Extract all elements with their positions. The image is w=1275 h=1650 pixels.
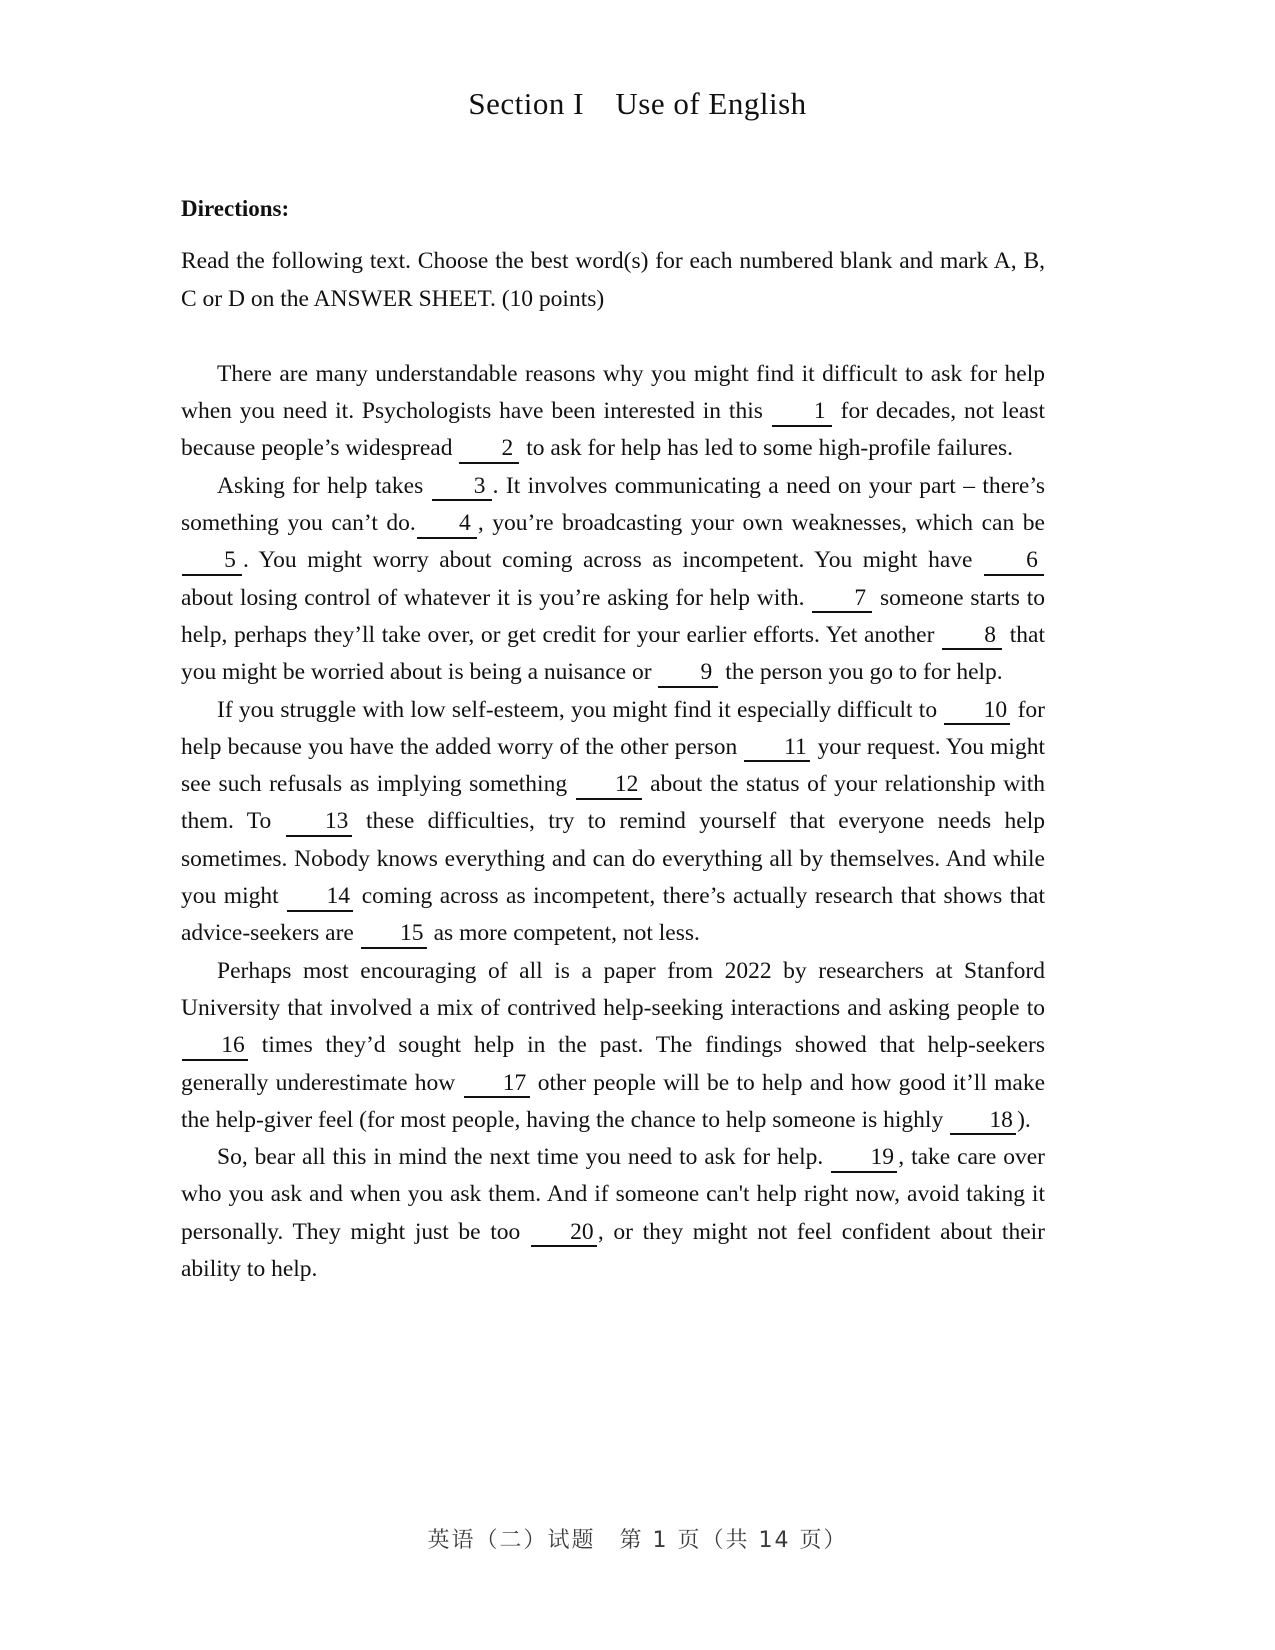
directions-body: Read the following text. Choose the best word(s) for each numbered blank and mark A, B, C or D on the ANSWER SHEET. (10 points) — [181, 248, 1045, 312]
page-footer: 英语（二）试题 第 1 页（共 14 页） — [427, 1528, 848, 1553]
blank-11[interactable]: 11 — [744, 736, 810, 763]
passage-paragraph-3 — [181, 692, 1045, 953]
passage-text: There are many understandable reasons why you might find it difficult to ask for help when you need it. Psychologists have been interested in this — [181, 360, 1045, 425]
passage-text: , or they might not feel confident about their ability to help. — [181, 1218, 1045, 1283]
passage-text: , you’re broadcasting your own weaknesses, which can be — [477, 510, 1045, 537]
blank-4[interactable]: 4 — [417, 512, 477, 539]
passage-text: as more competent, not less. — [427, 920, 700, 947]
passage-text: someone starts to help, perhaps they’ll take over, or get credit for your earlier efforts. Yet another — [181, 584, 1045, 648]
passage-text: . It involves communicating a need on your part – there’s something you can’t do. — [181, 472, 1046, 537]
blank-15[interactable]: 15 — [361, 922, 427, 949]
blank-2[interactable]: 2 — [459, 437, 519, 464]
passage-text: other people will be to help and how good it’ll make the help-giver feel (for most people, having the chance to help someone is highly — [181, 1069, 1045, 1133]
blank-19[interactable]: 19 — [831, 1146, 897, 1173]
passage-text: , take care over who you ask and when you ask them. And if someone can't help right now, avoid taking it personally. They might just be too — [181, 1144, 1045, 1245]
passage-text: the person you go to for help. — [719, 659, 1003, 686]
passage-paragraph-1 — [181, 356, 1045, 468]
passage-text: Perhaps most encouraging of all is a paper from 2022 by researchers at Stanford University that involved a mix of contrived help-seeking interactions and asking people to — [181, 957, 1045, 1021]
blank-5[interactable]: 5 — [182, 549, 242, 576]
blank-1[interactable]: 1 — [772, 400, 832, 427]
blank-3[interactable]: 3 — [432, 475, 492, 502]
passage-text: about the status of your relationship with them. To — [181, 771, 1045, 835]
page-title: Section I Use of English — [468, 86, 807, 121]
blank-12[interactable]: 12 — [576, 773, 642, 800]
passage-text: times they’d sought help in the past. The findings showed that help-seekers generally underestimate how — [181, 1032, 1045, 1096]
passage-text: So, bear all this in mind the next time you need to ask for help. — [217, 1144, 831, 1171]
passage-text: If you struggle with low self-esteem, you might find it especially difficult to — [217, 696, 944, 723]
passage-paragraph-2 — [181, 468, 1045, 692]
passage-text: coming across as incompetent, there’s actually research that shows that advice-seekers are — [181, 883, 1045, 947]
passage-text: Asking for help takes — [217, 472, 431, 499]
blank-13[interactable]: 13 — [286, 810, 352, 837]
passage-text: to ask for help has led to some high-profile failures. — [520, 435, 1014, 462]
blank-20[interactable]: 20 — [531, 1221, 597, 1248]
blank-8[interactable]: 8 — [942, 624, 1002, 651]
passage-text: . You might worry about coming across as incompetent. You might have — [243, 547, 983, 574]
blank-7[interactable]: 7 — [812, 587, 872, 614]
passage-text: these difficulties, try to remind yourself that everyone needs help sometimes. Nobody knows everything and can do everything all by themselves. And while you might — [181, 808, 1045, 910]
passage-text: for help because you have the added worry of the other person — [181, 696, 1045, 760]
passage-paragraph-4 — [181, 953, 1045, 1139]
exam-content — [181, 196, 1045, 1288]
blank-6[interactable]: 6 — [984, 549, 1044, 576]
blank-14[interactable]: 14 — [287, 885, 353, 912]
blank-9[interactable]: 9 — [658, 661, 718, 688]
passage-text: for decades, not least because people’s widespread — [181, 398, 1045, 462]
blank-18[interactable]: 18 — [950, 1109, 1016, 1136]
passage-text: about losing control of whatever it is you’re asking for help with. — [181, 584, 812, 611]
blank-16[interactable]: 16 — [182, 1034, 248, 1061]
blank-17[interactable]: 17 — [464, 1072, 530, 1099]
passage-text: your request. You might see such refusals as implying something — [181, 733, 1045, 798]
passage-paragraph-5 — [181, 1139, 1045, 1288]
passage-text: ). — [1017, 1106, 1031, 1133]
blank-10[interactable]: 10 — [944, 699, 1010, 726]
passage-text: that you might be worried about is being a nuisance or — [181, 621, 1045, 686]
directions-heading: Directions: — [181, 196, 290, 221]
spacer — [181, 318, 1045, 356]
